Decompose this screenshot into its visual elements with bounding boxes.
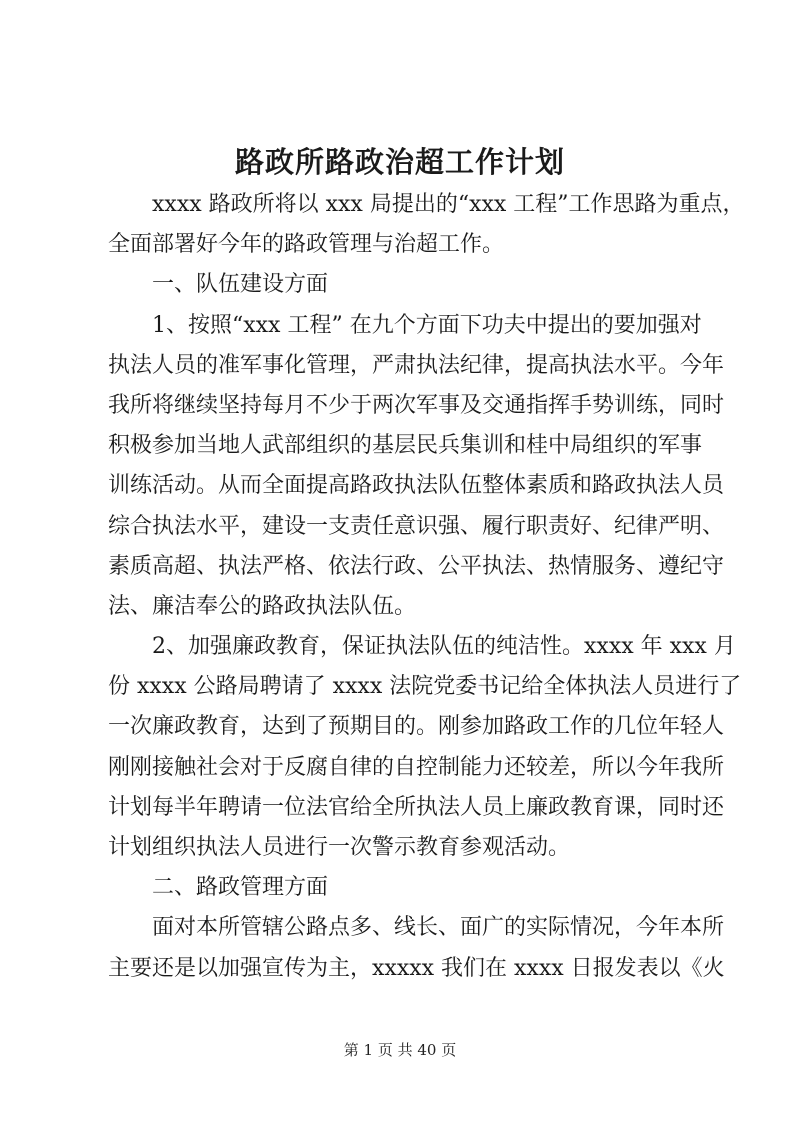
text-line: 二、路政管理方面 bbox=[152, 875, 329, 901]
text-line: 刚刚接触社会对于反腐自律的自控制能力还较差，所以今年我所 bbox=[108, 754, 725, 780]
page-footer: 第 1 页 共 40 页 bbox=[343, 1041, 457, 1059]
text-line: 全面部署好今年的路政管理与治超工作。 bbox=[108, 232, 505, 258]
text-line: 素质高超、执法严格、依法行政、公平执法、热情服务、遵纪守 bbox=[108, 553, 725, 579]
text-line: 综合执法水平，建设一支责任意识强、履行职责好、纪律严明、 bbox=[108, 513, 725, 539]
document-body bbox=[108, 185, 745, 989]
text-line: 训练活动。从而全面提高路政执法队伍整体素质和路政执法人员 bbox=[108, 473, 725, 499]
text-line: 计划每半年聘请一位法官给全所执法人员上廉政教育课，同时还 bbox=[108, 794, 725, 820]
text-line: xxxx 路政所将以 xxx 局提出的“xxx 工程”工作思路为重点， bbox=[152, 192, 745, 217]
text-line: 积极参加当地人武部组织的基层民兵集训和桂中局组织的军事 bbox=[108, 433, 703, 459]
text-line: 法、廉洁奉公的路政执法队伍。 bbox=[108, 593, 417, 619]
text-line: 主要还是以加强宣传为主，xxxxx 我们在 xxxx 日报发表以《火 bbox=[108, 955, 725, 981]
text-line: 1、按照“xxx 工程” 在九个方面下功夫中提出的要加强对 bbox=[152, 312, 702, 338]
text-line: 一次廉政教育，达到了预期目的。刚参加路政工作的几位年轻人 bbox=[108, 714, 725, 740]
text-line: 2、加强廉政教育，保证执法队伍的纯洁性。xxxx 年 xxx 月 bbox=[152, 634, 736, 660]
page-title: 路政所路政治超工作计划 bbox=[234, 145, 565, 179]
text-line: 一、队伍建设方面 bbox=[152, 272, 329, 298]
text-line: 计划组织执法人员进行一次警示教育参观活动。 bbox=[108, 835, 571, 860]
text-line: 面对本所管辖公路点多、线长、面广的实际情况，今年本所 bbox=[152, 915, 725, 941]
text-line: 执法人员的准军事化管理，严肃执法纪律，提高执法水平。今年 bbox=[108, 352, 725, 378]
text-line: 我所将继续坚持每月不少于两次军事及交通指挥手势训练，同时 bbox=[108, 392, 725, 418]
text-line: 份 xxxx 公路局聘请了 xxxx 法院党委书记给全体执法人员进行了 bbox=[108, 674, 742, 700]
